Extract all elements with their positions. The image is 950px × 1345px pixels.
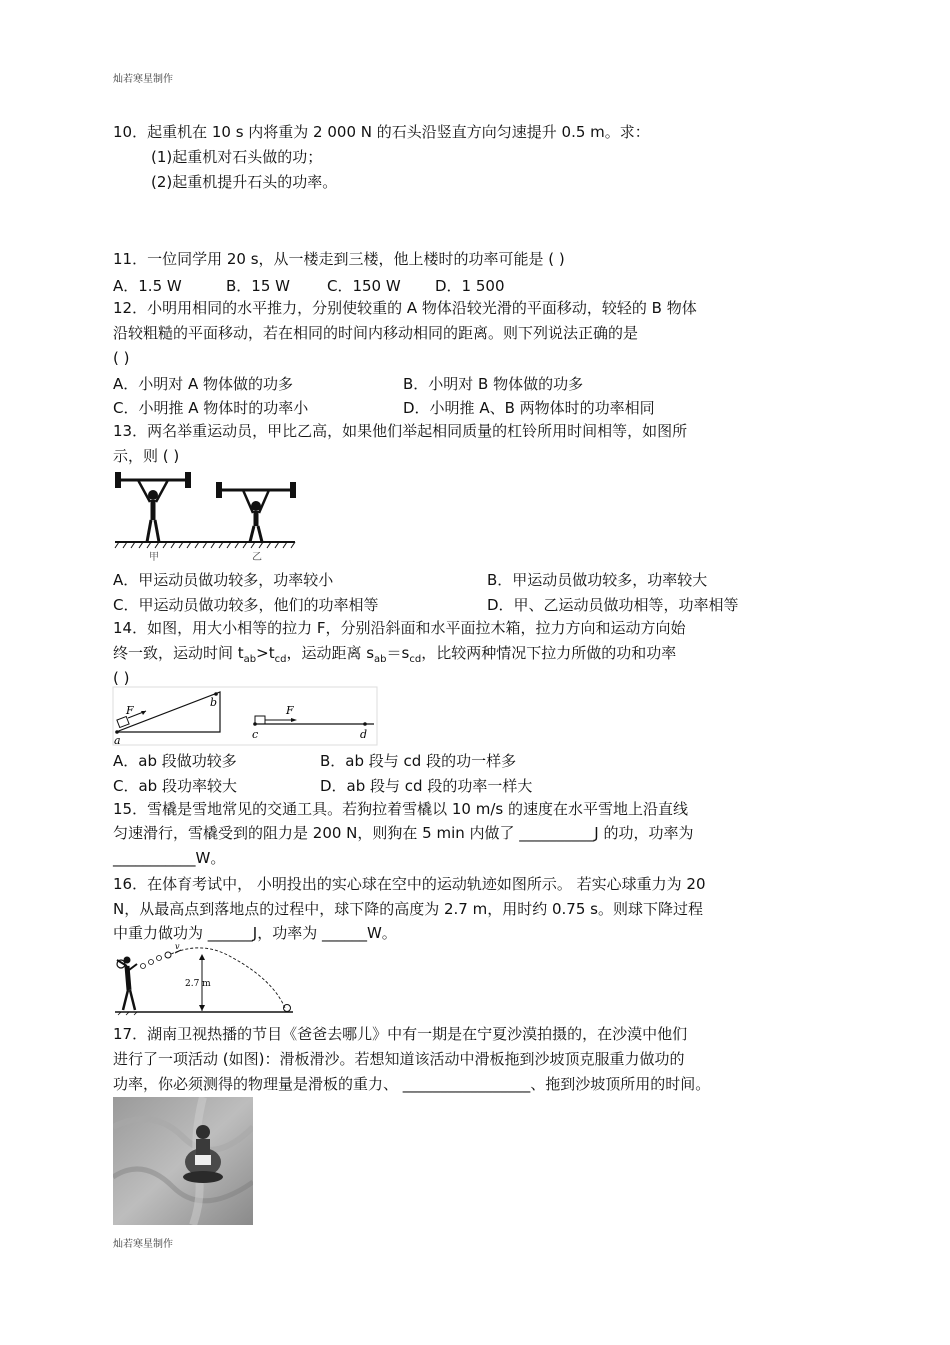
fig-a: a [114,734,121,746]
fig-v: v [175,944,180,951]
q14-eq: ＝s [386,644,410,662]
q15-line1: 15．雪橇是雪地常见的交通工具。若狗拉着雪橇以 10 m/s 的速度在水平雪地上沿直线 [113,800,688,818]
label-yi: 乙 [252,552,262,563]
q17-line3: 功率，你必须测得的物理量是滑板的重力、 _________________、拖到沙坡顶所用的时间。 [113,1075,711,1093]
q16-line2: N，从最高点到落地点的过程中，球下降的高度为 2.7 m，用时约 0.75 s。则球下降过程 [113,900,703,918]
q13-option-a: A．甲运动员做功较多，功率较小 [113,571,334,589]
q14-line2-a: 终一致，运动时间 t [113,644,244,662]
q12-option-c: C．小明推 A 物体时的功率小 [113,399,309,417]
page-footer: 灿若寒星制作 [113,1239,173,1250]
q12-line1: 12．小明用相同的水平推力，分别使较重的 A 物体沿较光滑的平面移动，较轻的 B 物体 [113,299,697,317]
q10-sub1: (1)起重机对石头做的功； [151,148,323,166]
q13-line2: 示，则 ( ) [113,447,180,465]
q14-line1: 14．如图，用大小相等的拉力 F，分别沿斜面和水平面拉木箱，拉力方向和运动方向始 [113,619,686,637]
fig-F1: F [126,704,134,717]
q12-line2: 沿较粗糙的平面移动，若在相同的时间内移动相同的距离。则下列说法正确的是 [113,324,639,342]
q14-line2 [113,643,676,670]
q13-option-c: C．甲运动员做功较多，他们的功率相等 [113,596,379,614]
q10-sub2: (2)起重机提升石头的功率。 [151,173,338,191]
q14-sub-cd2: cd [409,654,422,665]
q16-line3: 中重力做功为 ______J，功率为 ______W。 [113,924,397,942]
q14-sub-ab2: ab [374,654,387,665]
q14-option-b: B．ab 段与 cd 段的功一样多 [320,752,517,770]
q14-gt: >t [256,644,275,662]
q12-option-b: B．小明对 B 物体做的功多 [403,375,584,393]
q14-option-a: A．ab 段做功较多 [113,752,237,770]
q14-sub-cd: cd [274,654,287,665]
q16-line1: 16．在体育考试中， 小明投出的实心球在空中的运动轨迹如图所示。 若实心球重力为 20 [113,875,706,893]
q11-option-c: C．150 W [327,277,401,295]
q14-line2-c: ，比较两种情况下拉力所做的功和功率 [421,644,677,662]
page-header: 灿若寒星制作 [113,74,173,85]
q11-option-d: D．1 500 [435,277,505,295]
q17-line1: 17．湖南卫视热播的节目《爸爸去哪儿》中有一期是在宁夏沙漠拍摄的，在沙漠中他们 [113,1025,688,1043]
q14-line3: ( ) [113,669,130,687]
q14-option-d: D．ab 段与 cd 段的功率一样大 [320,777,533,795]
q14-option-c: C．ab 段功率较大 [113,777,237,795]
fig-d: d [360,728,368,741]
q12-option-a: A．小明对 A 物体做的功多 [113,375,294,393]
fig-F2: F [286,704,294,717]
q11-stem: 11．一位同学用 20 s，从一楼走到三楼，他上楼时的功率可能是 ( ) [113,250,565,268]
fig-height-label: 2.7 m [185,979,211,989]
q11-option-b: B．15 W [226,277,290,295]
q13-option-b: B．甲运动员做功较多，功率较大 [487,571,708,589]
incline-figure [112,686,378,746]
q13-option-d: D．甲、乙运动员做功相等，功率相等 [487,596,739,614]
q11-option-a: A．1.5 W [113,277,182,295]
label-jia: 甲 [149,552,159,563]
q14-line2-b: ，运动距离 s [286,644,375,662]
q10-stem: 10．起重机在 10 s 内将重为 2 000 N 的石头沿竖直方向匀速提升 0.5 m。求： [113,123,650,141]
sand-sledding-photo [113,1097,253,1225]
fig-b: b [210,696,218,709]
q12-line3: ( ) [113,349,130,367]
q14-sub-ab: ab [243,654,257,665]
ball-trajectory-figure [113,944,295,1016]
q13-line1: 13．两名举重运动员，甲比乙高，如果他们举起相同质量的杠铃所用时间相等，如图所 [113,422,688,440]
q15-line2: 匀速滑行，雪橇受到的阻力是 200 N，则狗在 5 min 内做了 __________J 的功，功率为 [113,824,694,842]
q17-line2: 进行了一项活动 (如图)：滑板滑沙。若想知道该活动中滑板拖到沙坡顶克服重力做功的 [113,1050,685,1068]
q15-line3: ___________W。 [113,849,226,867]
weightlifters-figure [113,470,298,565]
fig-c: c [252,728,259,741]
q12-option-d: D．小明推 A、B 两物体时的功率相同 [403,399,655,417]
